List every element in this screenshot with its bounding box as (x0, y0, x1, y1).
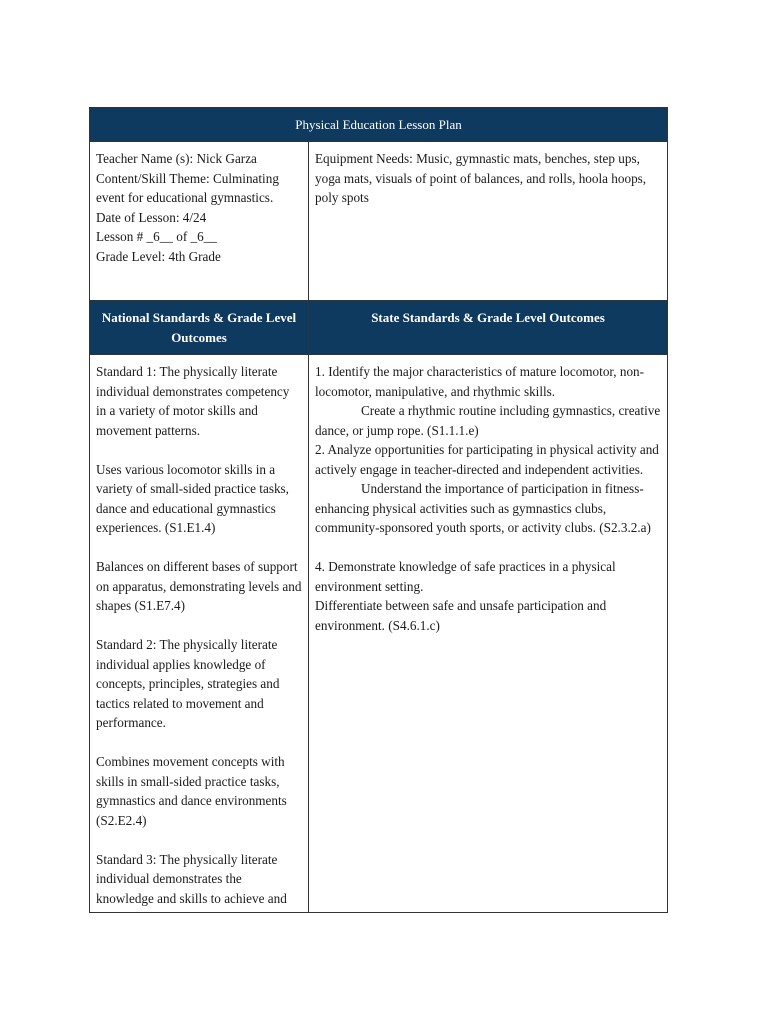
state-item-4-detail: Differentiate between safe and unsafe participation and environment. (S4.6.1.c) (315, 598, 607, 633)
national-standards-heading: National Standards & Grade Level Outcomes (101, 310, 297, 345)
national-standard-2: Standard 2: The physically literate individual applies knowledge of concepts, principles, strategies and tactics related to movement and performance. (96, 637, 280, 730)
national-outcome-s1e74: Balances on different bases of support on apparatus, demonstrating levels and shapes (S1.E7.4) (96, 559, 302, 613)
theme-line-2: event for educational gymnastics. (96, 190, 274, 205)
state-standards-header (309, 301, 668, 355)
lesson-date: Date of Lesson: 4/24 (96, 209, 207, 225)
state-standards-heading: State Standards & Grade Level Outcomes (371, 310, 605, 325)
state-item-2: 2. Analyze opportunities for participating in physical activity and actively engage in teacher-directed and independent activities. (315, 442, 659, 477)
state-standards-cell (309, 355, 668, 913)
teacher-info-cell (90, 142, 309, 301)
standards-header-row (90, 301, 668, 355)
theme-line-1: Content/Skill Theme: Culminating (96, 170, 279, 186)
national-standard-3: Standard 3: The physically literate individual demonstrates the knowledge and skills to achieve and (96, 851, 287, 906)
teacher-name: Teacher Name (s): Nick Garza (96, 151, 257, 166)
state-item-4: 4. Demonstrate knowledge of safe practices in a physical environment setting. (315, 559, 616, 594)
national-standards-header (90, 301, 309, 355)
equipment-cell (309, 142, 668, 301)
state-item-2-detail: Understand the importance of participation in fitness-enhancing physical activities such as gymnastics clubs, community-sponsored youth sports, or activity clubs. (S2.3.2.a) (315, 481, 651, 535)
lesson-plan-title: Physical Education Lesson Plan (90, 108, 668, 142)
state-item-1-detail: Create a rhythmic routine including gymnastics, creative dance, or jump rope. (S1.1.1.e) (315, 403, 661, 438)
lesson-number: Lesson # _6__ of _6__ (96, 229, 217, 244)
equipment-needs: Equipment Needs: Music, gymnastic mats, benches, step ups, yoga mats, visuals of point of balances, and rolls, hoola hoops, poly spots (315, 151, 647, 205)
national-outcome-s2e24: Combines movement concepts with skills in small-sided practice tasks, gymnastics and dance environments (S2.E2.4) (96, 754, 287, 828)
national-standards-cell (90, 355, 309, 913)
title-row (90, 108, 668, 142)
lesson-plan-table (89, 107, 668, 913)
national-standard-1: Standard 1: The physically literate individual demonstrates competency in a variety of motor skills and movement patterns. (96, 364, 290, 438)
standards-content-row (90, 355, 668, 913)
state-item-1: 1. Identify the major characteristics of mature locomotor, non-locomotor, manipulative, and rhythmic skills. (315, 364, 645, 399)
grade-level: Grade Level: 4th Grade (96, 248, 221, 264)
national-outcome-s1e14: Uses various locomotor skills in a variety of small-sided practice tasks, dance and educational gymnastics experiences. (S1.E1.4) (96, 461, 289, 535)
info-row (90, 142, 668, 301)
